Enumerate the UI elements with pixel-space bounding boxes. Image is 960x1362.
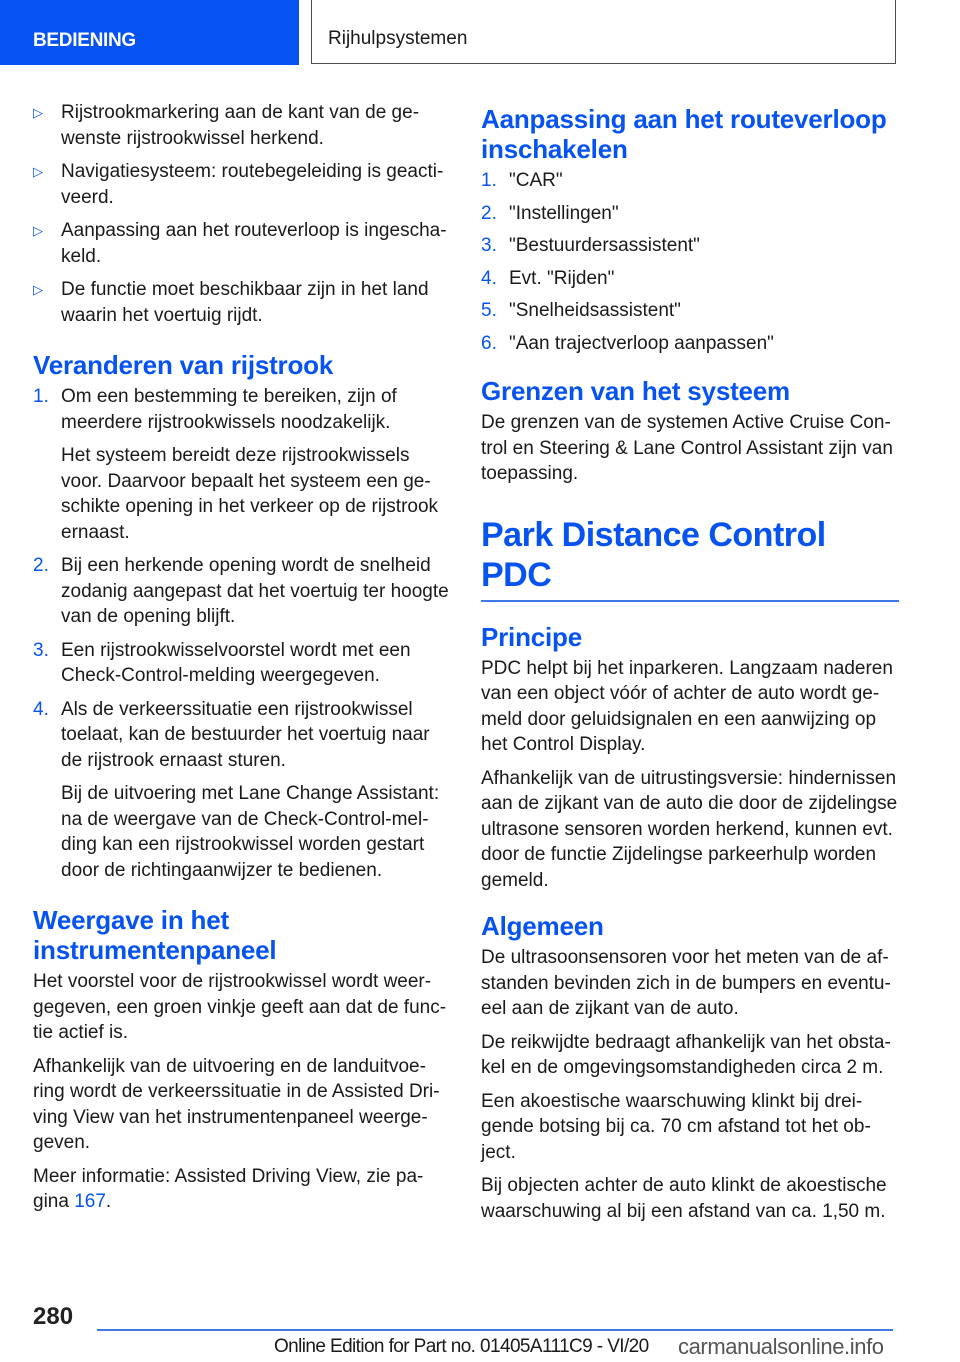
step-item: 3. Een rijstrookwisselvoorstel wordt met een Check-Control-melding weergegeven. [33, 639, 411, 686]
paragraph: De ultrasoonsensoren voor het meten van de afstanden bevinden zich in de bumpers en eventueel aan de zijkant van de auto. [481, 947, 891, 1019]
right-column [481, 104, 899, 1232]
paragraph: Het voorstel voor de rijstrookwissel wordt weergegeven, een groen vinkje geeft aan dat de functie actief is. [33, 971, 447, 1043]
step-item: 6. "Aan trajectverloop aanpassen" [481, 332, 774, 354]
triangle-right-icon: ▷ [33, 223, 43, 238]
step-item: 3. "Bestuurdersassistent" [481, 235, 700, 256]
paragraph: Een akoestische waarschuwing klinkt bij dreigende botsing bij ca. 70 cm afstand tot het object. [481, 1090, 871, 1163]
paragraph: Afhankelijk van de uitrustingsversie: hindernissen aan de zijkant van de auto die door de zijdelingse ultrasone sensoren worden herkend, kunnen evt. door de functie Zijdelingse parkeerhulp worden gemeld. [481, 767, 898, 891]
edition-label: Online Edition for Part no. 01405A111C9 - VI/20 [274, 1336, 649, 1357]
paragraph: De reikwijdte bedraagt afhankelijk van het obstakel en de omgevingsomstandigheden circa 2 m. [481, 1031, 891, 1078]
watermark: carmanualsonline.info [678, 1334, 884, 1359]
paragraph: Meer informatie: Assisted Driving View, zie pagina 167. [33, 1165, 424, 1212]
triangle-right-icon: ▷ [33, 164, 43, 179]
left-column [33, 100, 451, 1223]
triangle-right-icon: ▷ [33, 105, 43, 120]
page-number: 280 [33, 1303, 74, 1330]
step-item: 2. Bij een herkende opening wordt de snelheid zodanig aangepast dat het voertuig ter hoogte van de opening blijft. [33, 555, 449, 627]
list-item: ▷ Navigatiesysteem: routebegeleiding is geactiveerd. [33, 161, 444, 208]
general-heading: Algemeen [481, 911, 604, 941]
pdc-heading-wrap [481, 515, 899, 602]
step-item: 1. Om een bestemming te bereiken, zijn of meerdere rijstrookwissels noodzakelijk. Het systeem bereidt deze rijstrookwissels voor. Daarvoor bepaalt het systeem een geschikte opening in het verkeer op de rijstrook ernaast. [33, 386, 439, 543]
list-item: ▷ Rijstrookmarkering aan de kant van de gewenste rijstrookwissel herkend. [33, 102, 420, 149]
step-item: 2. "Instellingen" [481, 202, 619, 224]
section-tab [0, 0, 299, 65]
list-item: ▷ De functie moet beschikbaar zijn in het land waarin het voertuig rijdt. [33, 279, 429, 326]
section-label: BEDIENING [33, 30, 136, 51]
step-item: 4. Als de verkeerssituatie een rijstrookwissel toelaat, kan de bestuurder het voertuig naar de rijstrook ernaast sturen. Bij de uitvoering met Lane Change Assistant: na de weergave van de Check-Control-melding kan een rijstrookwissel worden gestart door de richtingaanwijzer te bedienen. [33, 698, 440, 881]
limits-heading: Grenzen van het systeem [481, 376, 790, 406]
step-item: 5. "Snelheidsassistent" [481, 300, 681, 321]
footer-divider [97, 1329, 893, 1331]
principle-heading: Principe [481, 621, 582, 652]
paragraph: De grenzen van de systemen Active Cruise Control en Steering & Lane Control Assistant zijn van toepassing. [481, 412, 893, 484]
paragraph: Bij objecten achter de auto klinkt de akoestische waarschuwing al bij een afstand van ca. 1,50 m. [481, 1175, 887, 1222]
list-item: ▷ Aanpassing aan het routeverloop is ingeschakeld. [33, 220, 447, 267]
step-item: 4. Evt. "Rijden" [481, 267, 615, 289]
step-item: 1. "CAR" [481, 170, 563, 191]
chapter-title: Rijhulpsystemen [328, 28, 468, 49]
pdc-heading: Park Distance Control PDC [481, 515, 826, 594]
paragraph: Afhankelijk van de uitvoering en de landuitvoering wordt de verkeerssituatie in de Assisted Driving View van het instrumentenpaneel weergegeven. [33, 1055, 440, 1153]
chapter-header [311, 0, 896, 64]
triangle-right-icon: ▷ [33, 282, 43, 297]
paragraph: PDC helpt bij het inparkeren. Langzaam naderen van een object vóór of achter de auto wordt gemeld door geluidsignalen en een aanwijzing op het Control Display. [481, 657, 893, 755]
route-heading: Aanpassing aan het routeverloop inschakelen [481, 104, 887, 164]
lane-change-heading: Veranderen van rijstrook [33, 350, 334, 380]
page-link[interactable]: 167 [74, 1191, 106, 1212]
display-heading: Weergave in het instrumentenpaneel [33, 905, 277, 965]
